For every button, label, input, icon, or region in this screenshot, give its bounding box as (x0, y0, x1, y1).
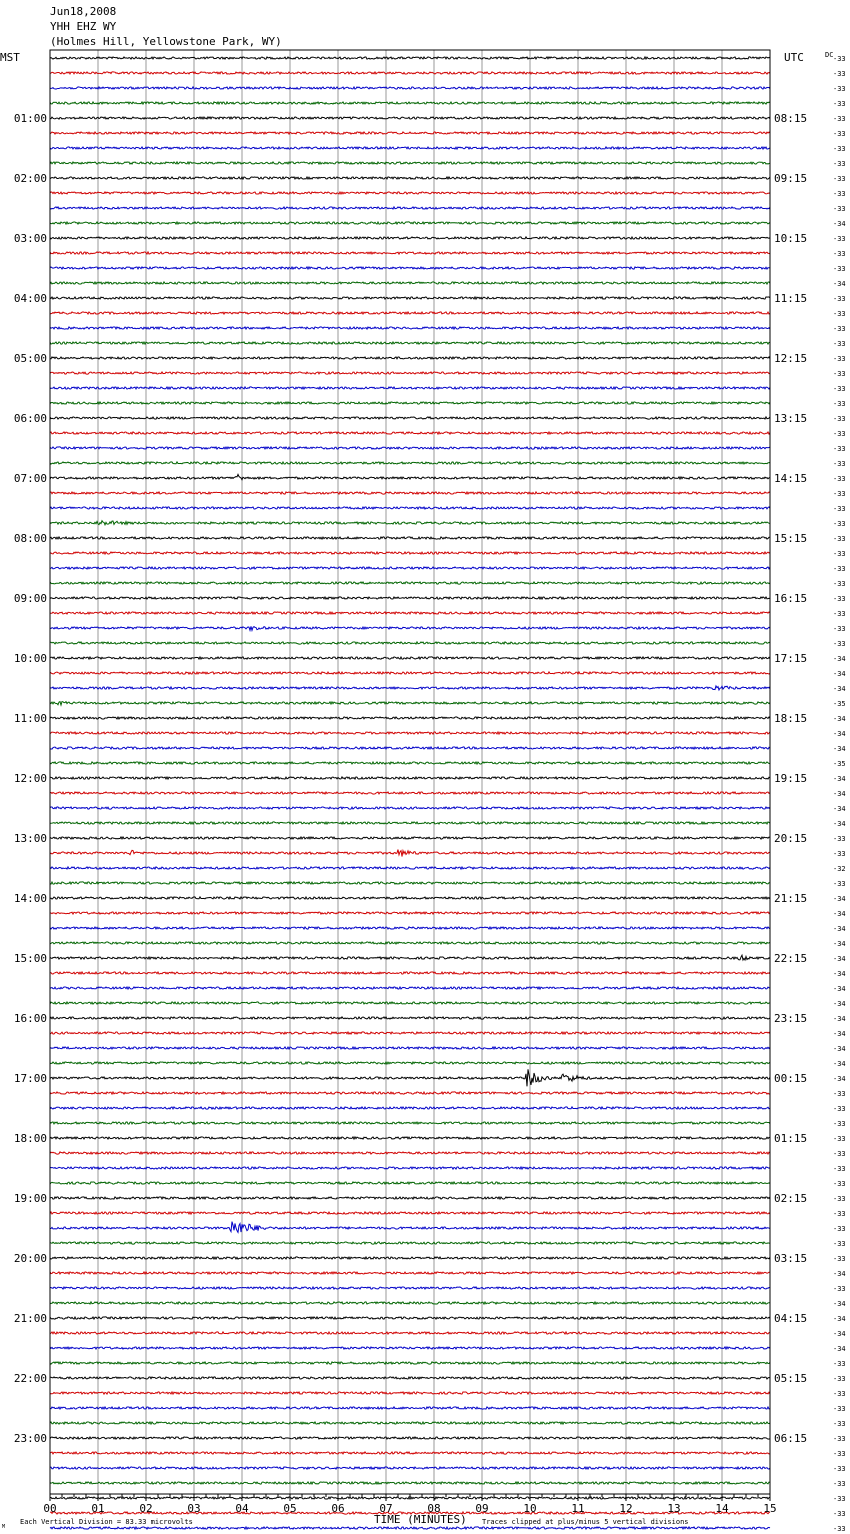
seismic-traces (50, 57, 770, 1534)
seismic-trace (50, 1362, 770, 1364)
row-labels (14, 55, 846, 1534)
x-tick-label: 11 (571, 1502, 585, 1515)
mst-hour-label: 03:00 (13, 232, 47, 245)
dc-offset-value: -34 (833, 1300, 846, 1308)
dc-offset-value: -33 (833, 70, 846, 78)
seismic-trace (50, 762, 770, 764)
dc-offset-value: -33 (833, 1390, 846, 1398)
seismic-trace (50, 717, 770, 719)
seismic-trace (50, 252, 770, 254)
seismic-trace (50, 1257, 770, 1259)
date-label: Jun18,2008 (50, 5, 117, 18)
dc-offset-value: -33 (833, 115, 846, 123)
mst-hour-label: 17:00 (13, 1072, 47, 1085)
seismic-trace (50, 1069, 770, 1086)
dc-offset-value: -32 (833, 865, 846, 873)
dc-offset-value: -34 (833, 730, 846, 738)
right-axis-title: UTC (784, 51, 804, 64)
dc-offset-value: -33 (833, 160, 846, 168)
dc-offset-value: -33 (833, 550, 846, 558)
seismic-trace (50, 117, 770, 119)
dc-offset-value: -33 (833, 175, 846, 183)
utc-hour-label: 01:15 (774, 1132, 808, 1145)
dc-offset-value: -33 (833, 1420, 846, 1428)
seismic-trace (50, 850, 770, 857)
dc-offset-value: -33 (833, 100, 846, 108)
dc-offset-value: -33 (833, 265, 846, 273)
dc-offset-value: -33 (833, 610, 846, 618)
clip-note: Traces clipped at plus/minus 5 vertical divisions (482, 1518, 689, 1526)
dc-offset-value: -33 (833, 1480, 846, 1488)
seismic-trace (50, 552, 770, 554)
x-tick-label: 05 (283, 1502, 297, 1515)
dc-offset-value: -34 (833, 220, 846, 228)
seismic-trace (50, 327, 770, 329)
seismic-trace (50, 237, 770, 239)
dc-offset-value: -33 (833, 1255, 846, 1263)
seismic-trace (50, 807, 770, 809)
seismic-trace (50, 1122, 770, 1124)
scale-note: Each Vertical Division = 83.33 microvolts (20, 1518, 193, 1526)
seismic-trace (50, 417, 770, 419)
utc-hour-label: 20:15 (774, 832, 808, 845)
dc-offset-value: -34 (833, 1015, 846, 1023)
dc-offset-value: -33 (833, 460, 846, 468)
location-label: (Holmes Hill, Yellowstone Park, WY) (50, 35, 282, 48)
dc-offset-value: -33 (833, 1195, 846, 1203)
seismic-trace (50, 1302, 770, 1304)
dc-offset-value: -34 (833, 970, 846, 978)
mst-hour-label: 14:00 (13, 892, 47, 905)
dc-offset-value: -33 (833, 370, 846, 378)
dc-offset-value: -34 (833, 670, 846, 678)
plot-frame (50, 50, 770, 1494)
seismic-trace (50, 87, 770, 89)
time-axis (43, 1494, 776, 1515)
x-tick-label: 02 (139, 1502, 153, 1515)
mst-hour-label: 22:00 (13, 1372, 47, 1385)
dc-offset-value: -34 (833, 820, 846, 828)
dc-offset-value: -35 (833, 760, 846, 768)
mst-hour-label: 20:00 (13, 1252, 47, 1265)
seismic-trace (50, 732, 770, 734)
seismic-trace (50, 777, 770, 779)
dc-offset-value: -33 (833, 1510, 846, 1518)
dc-offset-value: -33 (833, 835, 846, 843)
utc-hour-label: 17:15 (774, 652, 808, 665)
seismic-trace (50, 1242, 770, 1244)
x-tick-label: 06 (331, 1502, 345, 1515)
dc-offset-value: -33 (833, 1150, 846, 1158)
dc-offset-value: -34 (833, 940, 846, 948)
x-tick-label: 14 (715, 1502, 729, 1515)
utc-hour-label: 08:15 (774, 112, 808, 125)
dc-offset-value: -34 (833, 1270, 846, 1278)
seismic-trace (50, 1167, 770, 1169)
seismic-trace (50, 222, 770, 224)
utc-hour-label: 02:15 (774, 1192, 808, 1205)
seismic-trace (50, 955, 770, 960)
seismic-trace (50, 402, 770, 404)
dc-offset-value: -33 (833, 520, 846, 528)
dc-offset-value: -34 (833, 1000, 846, 1008)
utc-hour-label: 09:15 (774, 172, 808, 185)
seismic-trace (50, 942, 770, 944)
seismic-trace (50, 1222, 770, 1233)
seismic-trace (50, 897, 770, 899)
utc-hour-label: 04:15 (774, 1312, 808, 1325)
dc-offset-value: -34 (833, 655, 846, 663)
seismic-trace (50, 207, 770, 209)
seismic-trace (50, 521, 770, 525)
mst-hour-label: 12:00 (13, 772, 47, 785)
dc-offset-value: -33 (833, 340, 846, 348)
dc-offset-value: -34 (833, 955, 846, 963)
utc-hour-label: 15:15 (774, 532, 808, 545)
mst-hour-label: 11:00 (13, 712, 47, 725)
seismic-trace (50, 987, 770, 989)
seismic-trace (50, 1332, 770, 1334)
seismic-trace (50, 567, 770, 569)
dc-offset-value: -34 (833, 280, 846, 288)
dc-offset-value: -33 (833, 310, 846, 318)
mst-hour-label: 02:00 (13, 172, 47, 185)
seismic-trace (50, 462, 770, 464)
seismic-trace (50, 1467, 770, 1469)
utc-hour-label: 16:15 (774, 592, 808, 605)
dc-offset-value: -33 (833, 490, 846, 498)
seismic-trace (50, 1197, 770, 1199)
seismic-trace (50, 57, 770, 59)
seismic-trace (50, 474, 770, 479)
seismic-trace (50, 1527, 770, 1529)
seismic-trace (50, 612, 770, 614)
seismic-trace (50, 657, 770, 659)
dc-offset-value: -34 (833, 910, 846, 918)
seismic-trace (50, 1377, 770, 1379)
dc-offset-value: -33 (833, 1240, 846, 1248)
seismic-trace (50, 1452, 770, 1454)
seismic-trace (50, 282, 770, 284)
dc-offset-value: -33 (833, 190, 846, 198)
seismic-trace (50, 372, 770, 374)
seismic-trace (50, 1497, 770, 1499)
seismic-trace (50, 1347, 770, 1349)
seismic-trace (50, 1092, 770, 1094)
mst-hour-label: 04:00 (13, 292, 47, 305)
mst-hour-label: 06:00 (13, 412, 47, 425)
mst-hour-label: 23:00 (13, 1432, 47, 1445)
utc-hour-label: 11:15 (774, 292, 808, 305)
dc-offset-value: -33 (833, 55, 846, 63)
mst-hour-label: 09:00 (13, 592, 47, 605)
dc-offset-value: -33 (833, 85, 846, 93)
x-tick-label: 01 (91, 1502, 105, 1515)
station-label: YHH EHZ WY (50, 20, 117, 33)
dc-offset-value: -34 (833, 805, 846, 813)
dc-offset-value: -33 (833, 400, 846, 408)
dc-offset-value: -34 (833, 1315, 846, 1323)
seismic-trace (50, 492, 770, 494)
dc-offset-value: -33 (833, 1120, 846, 1128)
dc-offset-value: -33 (833, 1525, 846, 1533)
seismic-trace (50, 147, 770, 149)
seismic-trace (50, 882, 770, 884)
utc-hour-label: 21:15 (774, 892, 808, 905)
dc-offset-value: -33 (833, 1360, 846, 1368)
dc-offset-value: -33 (833, 505, 846, 513)
dc-offset-value: -33 (833, 250, 846, 258)
x-tick-label: 08 (427, 1502, 441, 1515)
seismic-trace (50, 1272, 770, 1274)
x-tick-label: 13 (667, 1502, 681, 1515)
seismic-trace (50, 642, 770, 644)
mst-hour-label: 13:00 (13, 832, 47, 845)
dc-offset-value: -33 (833, 475, 846, 483)
seismic-trace (50, 1482, 770, 1484)
mst-hour-label: 18:00 (13, 1132, 47, 1145)
utc-hour-label: 12:15 (774, 352, 808, 365)
utc-hour-label: 06:15 (774, 1432, 808, 1445)
dc-offset-value: -33 (833, 355, 846, 363)
dc-offset-value: -34 (833, 895, 846, 903)
seismic-trace (50, 387, 770, 389)
seismic-trace (50, 1017, 770, 1019)
dc-offset-value: -35 (833, 700, 846, 708)
seismic-trace (50, 357, 770, 359)
utc-hour-label: 19:15 (774, 772, 808, 785)
dc-offset-value: -34 (833, 1060, 846, 1068)
seismic-trace (50, 837, 770, 839)
seismic-trace (50, 537, 770, 539)
dc-offset-value: -33 (833, 580, 846, 588)
x-tick-label: 09 (475, 1502, 489, 1515)
mst-hour-label: 10:00 (13, 652, 47, 665)
mst-hour-label: 07:00 (13, 472, 47, 485)
dc-offset-value: -33 (833, 415, 846, 423)
dc-offset-value: -34 (833, 1345, 846, 1353)
utc-hour-label: 00:15 (774, 1072, 808, 1085)
seismic-trace (50, 582, 770, 584)
dc-offset-value: -33 (833, 1225, 846, 1233)
dc-offset-value: -34 (833, 775, 846, 783)
dc-offset-value: -33 (833, 535, 846, 543)
dc-offset-value: -33 (833, 1435, 846, 1443)
x-tick-label: 04 (235, 1502, 249, 1515)
x-tick-label: 10 (523, 1502, 537, 1515)
x-tick-label: 07 (379, 1502, 393, 1515)
seismic-trace (50, 686, 770, 690)
x-axis-title: TIME (MINUTES) (374, 1513, 467, 1526)
seismic-trace (50, 162, 770, 164)
dc-offset-value: -33 (833, 850, 846, 858)
seismic-trace (50, 72, 770, 74)
seismic-trace (50, 177, 770, 179)
x-tick-label: 00 (43, 1502, 57, 1515)
dc-offset-value: -33 (833, 1090, 846, 1098)
dc-offset-value: -33 (833, 1450, 846, 1458)
seismic-trace (50, 1422, 770, 1424)
seismic-trace (50, 192, 770, 194)
utc-hour-label: 10:15 (774, 232, 808, 245)
dc-offset-value: -34 (833, 1075, 846, 1083)
dc-offset-value: -33 (833, 1165, 846, 1173)
seismic-trace (50, 267, 770, 269)
x-tick-label: 03 (187, 1502, 201, 1515)
utc-hour-label: 05:15 (774, 1372, 808, 1385)
dc-offset-value: -33 (833, 445, 846, 453)
mst-hour-label: 21:00 (13, 1312, 47, 1325)
utc-hour-label: 13:15 (774, 412, 808, 425)
seismic-trace (50, 507, 770, 509)
dc-offset-value: -33 (833, 1495, 846, 1503)
dc-offset-value: -33 (833, 325, 846, 333)
dc-offset-value: -33 (833, 295, 846, 303)
seismic-trace (50, 447, 770, 449)
seismic-trace (50, 102, 770, 104)
mst-hour-label: 08:00 (13, 532, 47, 545)
utc-hour-label: 03:15 (774, 1252, 808, 1265)
dc-label: DC (825, 51, 834, 59)
seismic-trace (50, 1107, 770, 1109)
seismic-trace (50, 1317, 770, 1319)
dc-offset-value: -33 (833, 1105, 846, 1113)
x-tick-label: 15 (763, 1502, 777, 1515)
mst-hour-label: 19:00 (13, 1192, 47, 1205)
x-tick-label: 12 (619, 1502, 633, 1515)
seismic-trace (50, 822, 770, 824)
seismic-trace (50, 1407, 770, 1409)
dc-offset-value: -33 (833, 595, 846, 603)
mst-hour-label: 15:00 (13, 952, 47, 965)
seismic-trace (50, 432, 770, 434)
dc-offset-value: -34 (833, 685, 846, 693)
seismic-trace (50, 597, 770, 599)
seismic-trace (50, 792, 770, 794)
seismic-trace (50, 1437, 770, 1439)
utc-hour-label: 22:15 (774, 952, 808, 965)
left-axis-title: MST (0, 51, 20, 64)
dc-offset-value: -33 (833, 130, 846, 138)
seismic-trace (50, 747, 770, 749)
seismic-trace (50, 1062, 770, 1064)
dc-offset-value: -33 (833, 1135, 846, 1143)
seismic-trace (50, 132, 770, 134)
dc-offset-value: -34 (833, 1330, 846, 1338)
dc-offset-value: -33 (833, 1210, 846, 1218)
seismic-trace (50, 1392, 770, 1394)
dc-offset-value: -33 (833, 235, 846, 243)
mst-hour-label: 01:00 (13, 112, 47, 125)
utc-hour-label: 14:15 (774, 472, 808, 485)
dc-offset-value: -33 (833, 1180, 846, 1188)
seismic-trace (50, 1212, 770, 1214)
seismic-trace (50, 1002, 770, 1004)
dc-offset-value: -34 (833, 790, 846, 798)
seismic-trace (50, 297, 770, 299)
dc-offset-value: -33 (833, 1465, 846, 1473)
dc-offset-value: -34 (833, 745, 846, 753)
minute-grid (98, 50, 722, 1494)
seismic-trace (50, 1287, 770, 1289)
dc-offset-value: -33 (833, 205, 846, 213)
utc-hour-label: 23:15 (774, 1012, 808, 1025)
seismic-trace (50, 702, 770, 706)
dc-offset-value: -33 (833, 640, 846, 648)
seismic-trace (50, 912, 770, 914)
dc-offset-value: -33 (833, 430, 846, 438)
corner-mark: M (2, 1524, 6, 1530)
seismic-trace (50, 1137, 770, 1139)
dc-offset-value: -34 (833, 925, 846, 933)
dc-offset-value: -33 (833, 385, 846, 393)
seismic-trace (50, 1032, 770, 1034)
utc-hour-label: 18:15 (774, 712, 808, 725)
dc-offset-value: -33 (833, 625, 846, 633)
dc-offset-value: -34 (833, 715, 846, 723)
seismic-trace (50, 867, 770, 869)
dc-offset-value: -33 (833, 565, 846, 573)
mst-hour-label: 16:00 (13, 1012, 47, 1025)
seismic-trace (50, 1152, 770, 1154)
seismic-trace (50, 1182, 770, 1184)
dc-offset-value: -33 (833, 1285, 846, 1293)
seismic-trace (50, 927, 770, 929)
dc-offset-value: -33 (833, 1405, 846, 1413)
seismic-trace (50, 342, 770, 344)
dc-offset-value: -33 (833, 145, 846, 153)
seismic-trace (50, 672, 770, 674)
seismic-trace (50, 626, 770, 630)
dc-offset-value: -34 (833, 1045, 846, 1053)
mst-hour-label: 05:00 (13, 352, 47, 365)
seismic-trace (50, 312, 770, 314)
dc-offset-value: -33 (833, 1375, 846, 1383)
dc-offset-value: -34 (833, 1030, 846, 1038)
seismic-trace (50, 1047, 770, 1049)
dc-offset-value: -33 (833, 880, 846, 888)
seismic-trace (50, 972, 770, 974)
dc-offset-value: -34 (833, 985, 846, 993)
